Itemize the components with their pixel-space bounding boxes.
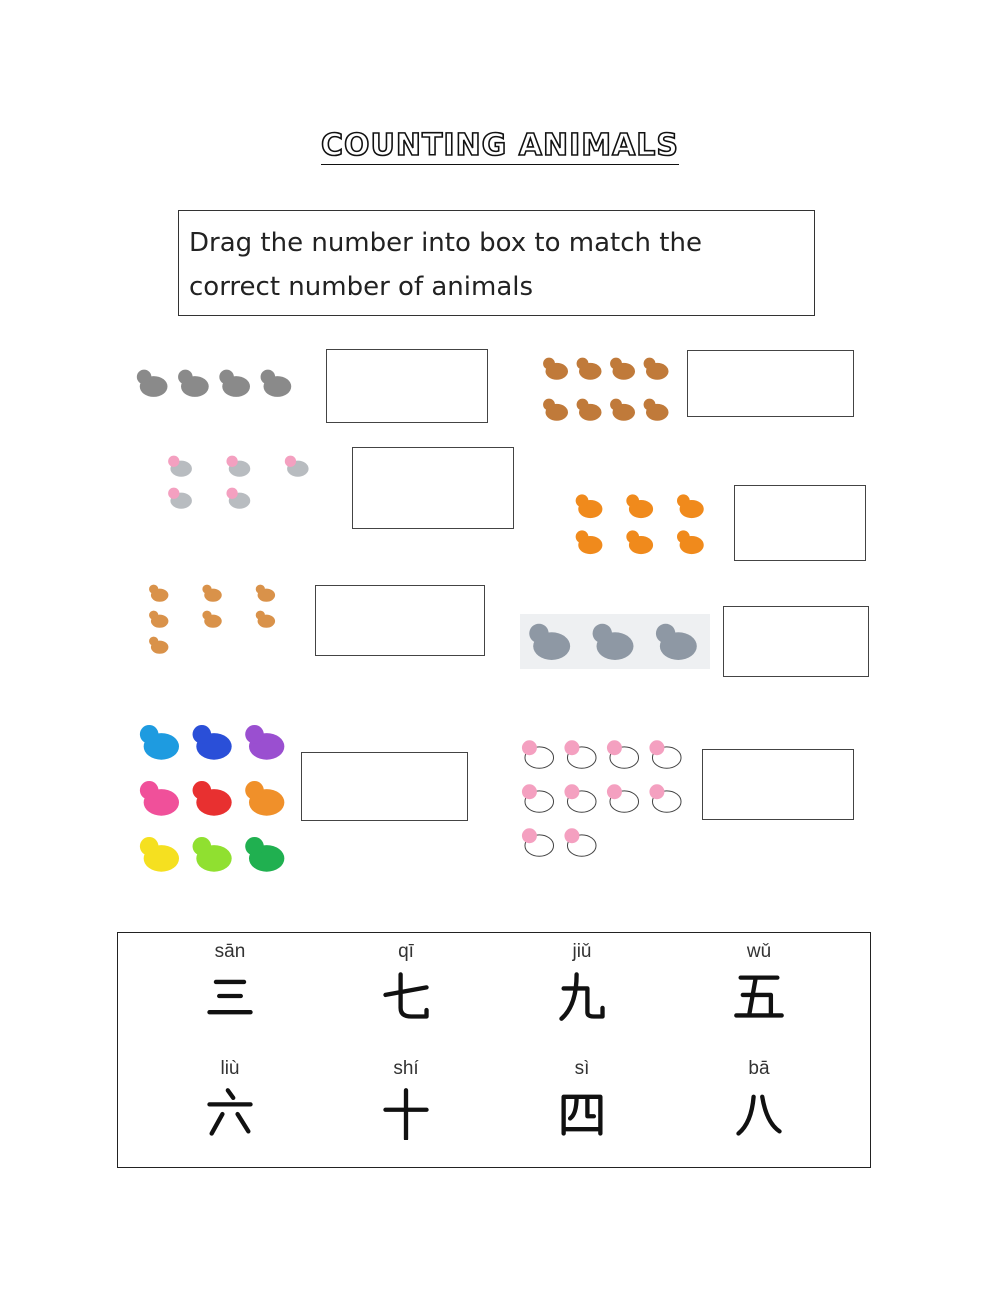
rabbit-figure	[193, 837, 232, 872]
pinyin: sān	[214, 941, 246, 962]
cow-figure	[607, 784, 639, 812]
hanzi-six	[203, 1086, 257, 1140]
instruction-box	[178, 210, 815, 316]
cat-figure	[137, 370, 168, 397]
sheep-figure	[168, 456, 192, 477]
number-tile-6[interactable]	[170, 1058, 290, 1140]
elephants-image	[520, 614, 710, 669]
hanzi-ten	[379, 1086, 433, 1140]
number-tile-3[interactable]	[170, 941, 290, 1023]
dog-figure	[149, 611, 168, 628]
answer-box-sheep[interactable]	[352, 447, 514, 529]
dog-figure	[202, 585, 221, 602]
answer-box-cats[interactable]	[326, 349, 488, 423]
answer-box-cows[interactable]	[702, 749, 854, 820]
rabbit-figure	[245, 781, 284, 816]
number-tile-4[interactable]	[522, 1058, 642, 1140]
pinyin: bā	[748, 1058, 770, 1079]
fish-figure	[677, 494, 704, 518]
rabbit-figure	[193, 781, 232, 816]
cow-figure	[522, 828, 554, 856]
answer-box-dogs[interactable]	[315, 585, 485, 656]
elephant-figure	[529, 624, 570, 660]
hanzi-nine	[555, 969, 609, 1023]
monkey-figure	[543, 358, 568, 380]
hanzi-three	[203, 969, 257, 1023]
cat-figure	[178, 370, 209, 397]
monkeys-image	[540, 348, 674, 430]
dog-figure	[256, 585, 275, 602]
answer-box-monkeys[interactable]	[687, 350, 854, 417]
cows-image	[518, 732, 688, 864]
fish-figure	[576, 494, 603, 518]
fish-figure	[626, 530, 653, 554]
number-tile-9[interactable]	[522, 941, 642, 1023]
fish-figure	[576, 530, 603, 554]
elephant-figure	[593, 624, 634, 660]
instruction-line: correct number of animals	[189, 272, 534, 302]
page-title: COUNTING ANIMALS	[320, 128, 680, 163]
cow-figure	[607, 740, 639, 768]
monkey-figure	[610, 399, 635, 421]
cow-figure	[522, 784, 554, 812]
rabbit-figure	[140, 837, 179, 872]
monkey-figure	[577, 399, 602, 421]
number-tile-5[interactable]	[699, 941, 819, 1023]
sheep-figure	[226, 488, 250, 509]
hanzi-seven	[379, 969, 433, 1023]
monkey-figure	[644, 399, 669, 421]
elephant-figure	[656, 624, 697, 660]
hanzi-eight	[732, 1086, 786, 1140]
hanzi-four	[555, 1086, 609, 1140]
number-bank	[117, 932, 871, 1168]
rabbits-image	[135, 714, 293, 882]
cat-figure	[219, 370, 250, 397]
pinyin: shí	[393, 1058, 419, 1079]
rabbit-figure	[245, 837, 284, 872]
number-tile-10[interactable]	[346, 1058, 466, 1140]
sheep-figure	[285, 456, 309, 477]
rabbit-figure	[193, 725, 232, 760]
monkey-figure	[543, 399, 568, 421]
dog-figure	[149, 585, 168, 602]
fish-figure	[677, 530, 704, 554]
number-tile-7[interactable]	[346, 941, 466, 1023]
dog-figure	[149, 637, 168, 654]
monkey-figure	[577, 358, 602, 380]
cow-figure	[649, 784, 681, 812]
cow-figure	[649, 740, 681, 768]
rabbit-figure	[140, 725, 179, 760]
pinyin: sì	[574, 1058, 590, 1079]
answer-box-rabbits[interactable]	[301, 752, 468, 821]
sheep-figure	[168, 488, 192, 509]
dogs-image	[133, 580, 293, 658]
cat-figure	[261, 370, 292, 397]
cow-figure	[564, 784, 596, 812]
dog-figure	[256, 611, 275, 628]
pinyin: wǔ	[746, 941, 772, 962]
pinyin: liù	[220, 1058, 240, 1079]
number-tile-8[interactable]	[699, 1058, 819, 1140]
monkey-figure	[644, 358, 669, 380]
rabbit-figure	[140, 781, 179, 816]
cats-image	[133, 352, 298, 414]
fish-image	[565, 488, 717, 560]
cow-figure	[564, 828, 596, 856]
sheep-image	[152, 450, 327, 514]
answer-box-elephants[interactable]	[723, 606, 869, 677]
cow-figure	[564, 740, 596, 768]
pinyin: jiǔ	[572, 941, 592, 962]
monkey-figure	[610, 358, 635, 380]
hanzi-five	[732, 969, 786, 1023]
fish-figure	[626, 494, 653, 518]
dog-figure	[202, 611, 221, 628]
instruction-line: Drag the number into box to match the	[189, 228, 702, 258]
cow-figure	[522, 740, 554, 768]
answer-box-fish[interactable]	[734, 485, 866, 561]
rabbit-figure	[245, 725, 284, 760]
sheep-figure	[226, 456, 250, 477]
pinyin: qī	[398, 941, 414, 962]
